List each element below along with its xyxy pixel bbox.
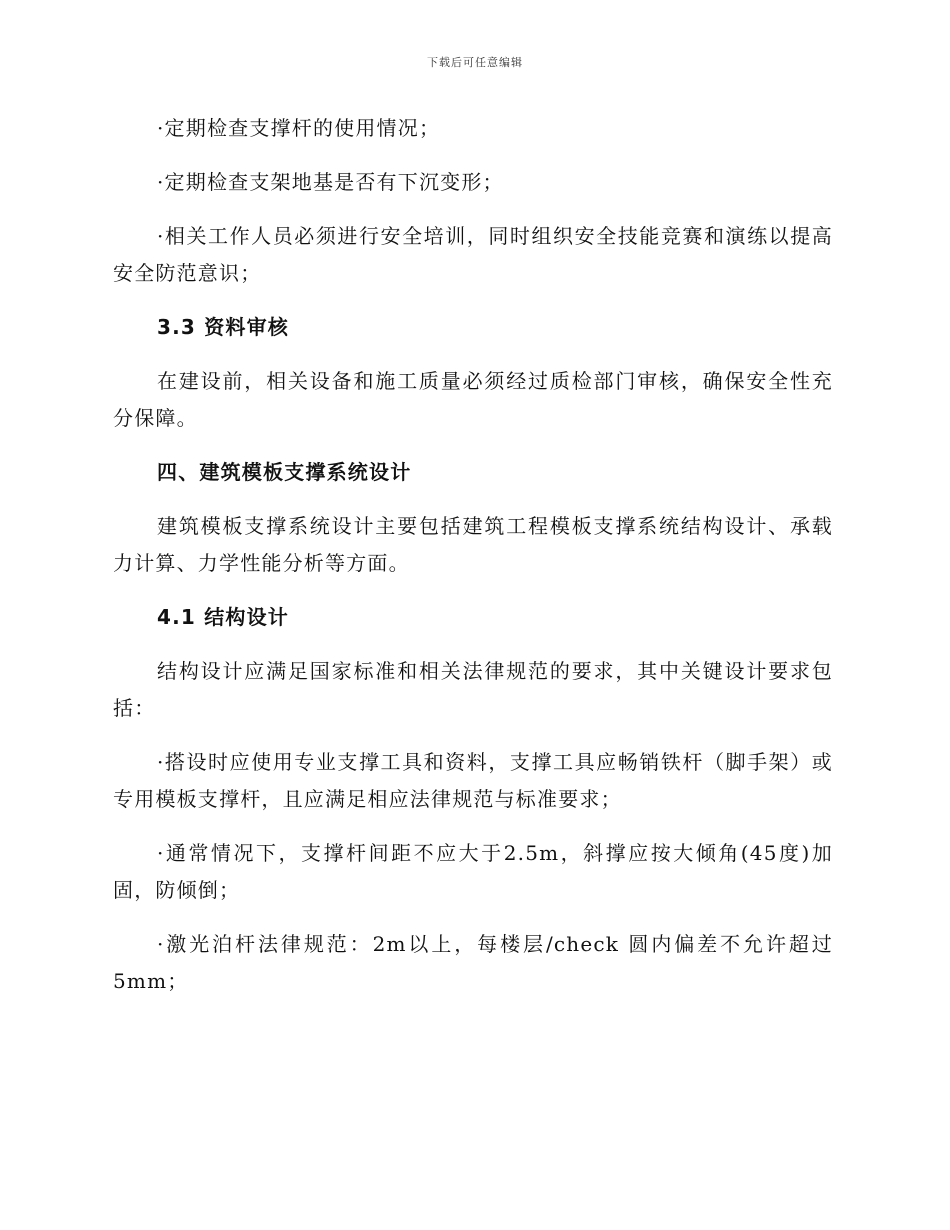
paragraph-structural-requirements: 结构设计应满足国家标准和相关法律规范的要求，其中关键设计要求包括：: [113, 659, 833, 720]
paragraph-laser-rod-spec: ·激光泊杆法律规范：2m以上，每楼层/check 圆内偏差不允许超过5mm；: [113, 932, 833, 993]
document-body: [113, 110, 833, 1017]
paragraph-document-review: 在建设前，相关设备和施工质量必须经过质检部门审核，确保安全性充分保障。: [113, 369, 833, 430]
paragraph-rod-spacing: ·通常情况下，支撑杆间距不应大于2.5m，斜撑应按大倾角(45度)加固，防倾倒；: [113, 841, 833, 902]
section-heading-4-1: 4.1 结构设计: [157, 605, 289, 629]
paragraph-safety-training: ·相关工作人员必须进行安全培训，同时组织安全技能竞赛和演练以提高安全防范意识；: [113, 224, 833, 285]
paragraph-check-foundation: ·定期检查支架地基是否有下沉变形；: [157, 170, 504, 194]
paragraph-professional-tools: ·搭设时应使用专业支撑工具和资料，支撑工具应畅销铁杆（脚手架）或专用模板支撑杆，且应满足相应法律规范与标准要求；: [113, 750, 833, 811]
section-heading-4: 四、建筑模板支撑系统设计: [157, 460, 412, 484]
paragraph-check-support-rods: ·定期检查支撑杆的使用情况；: [157, 116, 441, 140]
section-heading-3-3: 3.3 资料审核: [157, 315, 289, 339]
paragraph-system-design-overview: 建筑模板支撑系统设计主要包括建筑工程模板支撑系统结构设计、承载力计算、力学性能分析等方面。: [113, 514, 833, 575]
page-header-note: 下载后可任意编辑: [427, 56, 523, 69]
